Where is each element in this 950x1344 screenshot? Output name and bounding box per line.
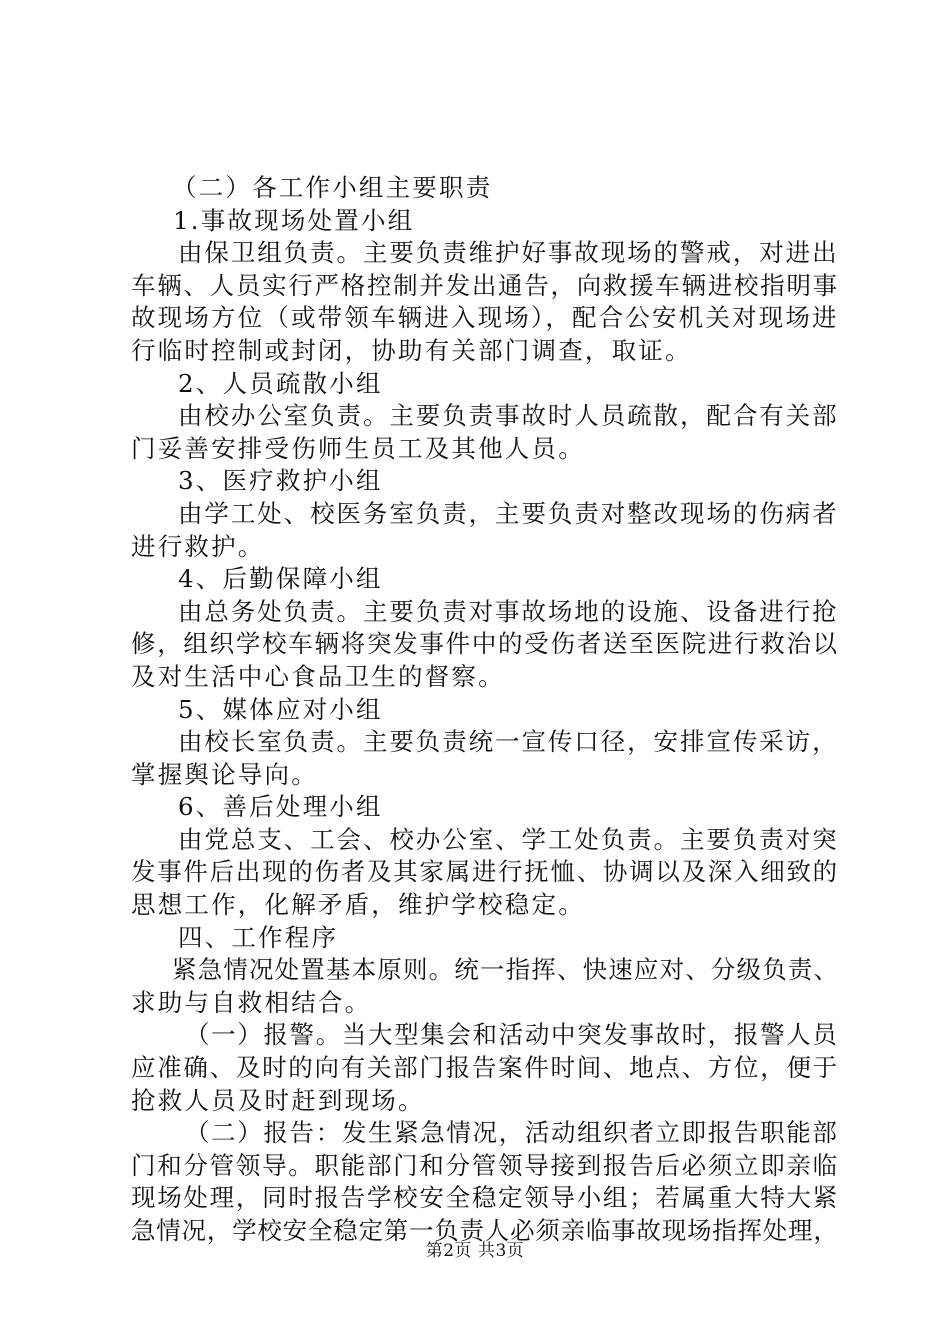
text-line: 门和分管领导。职能部门和分管领导接到报告后必须立即亲临 [131, 1150, 839, 1180]
text-line: 进行救护。 [131, 531, 265, 561]
text-line: 由保卫组负责。主要负责维护好事故现场的警戒，对进出 [178, 238, 839, 268]
page-number-label: 第2页 共3页 [425, 1241, 525, 1261]
text-line: 由校办公室负责。主要负责事故时人员疏散，配合有关部 [178, 401, 839, 431]
text-line: 故现场方位（或带领车辆进入现场），配合公安机关对现场进 [131, 303, 839, 333]
text-line: 行临时控制或封闭，协助有关部门调查，取证。 [131, 335, 692, 365]
text-line: 2、人员疏散小组 [178, 368, 383, 398]
text-line: （二）各工作小组主要职责 [172, 173, 493, 202]
text-line: 由总务处负责。主要负责对事故场地的设施、设备进行抢 [178, 596, 839, 626]
text-line: 5、媒体应对小组 [178, 694, 383, 724]
text-line: 由党总支、工会、校办公室、学工处负责。主要负责对突 [178, 824, 839, 854]
text-line: 3、医疗救护小组 [178, 466, 383, 496]
text-line: 四、工作程序 [178, 922, 339, 952]
text-line: 6、善后处理小组 [178, 792, 383, 822]
text-line: 及对生活中心食品卫生的督察。 [131, 661, 505, 691]
text-line: 紧急情况处置基本原则。统一指挥、快速应对、分级负责、 [172, 955, 840, 985]
text-line: 抢救人员及时赶到现场。 [131, 1085, 425, 1115]
text-line: 修，组织学校车辆将突发事件中的受伤者送至医院进行救治以 [131, 629, 839, 659]
text-line: 4、后勤保障小组 [178, 564, 383, 594]
text-line: 现场处理，同时报告学校安全稳定领导小组；若属重大特大紧 [131, 1183, 839, 1213]
text-line: 思想工作，化解矛盾，维护学校稳定。 [131, 890, 585, 920]
document-body [131, 172, 839, 1248]
text-line: 发事件后出现的伤者及其家属进行抚恤、协调以及深入细致的 [131, 857, 839, 887]
text-line: 由校长室负责。主要负责统一宣传口径，安排宣传采访， [178, 727, 839, 757]
text-line: 由学工处、校医务室负责，主要负责对整改现场的伤病者 [178, 498, 839, 528]
text-line: 门妥善安排受伤师生员工及其他人员。 [131, 433, 585, 463]
text-line: （二）报告：发生紧急情况，活动组织者立即报告职能部 [185, 1118, 839, 1148]
page-footer [0, 1240, 950, 1262]
text-line: 掌握舆论导向。 [131, 759, 318, 789]
text-line: 急情况，学校安全稳定第一负责人必须亲临事故现场指挥处理， [131, 1216, 839, 1245]
text-line: 1.事故现场处置小组 [173, 205, 415, 235]
text-line: （一）报警。当大型集会和活动中突发事故时，报警人员 [185, 1020, 839, 1050]
text-line: 车辆、人员实行严格控制并发出通告，向救援车辆进校指明事 [131, 270, 839, 300]
text-line: 应准确、及时的向有关部门报告案件时间、地点、方位，便于 [131, 1053, 839, 1083]
text-line: 求助与自救相结合。 [131, 987, 372, 1017]
